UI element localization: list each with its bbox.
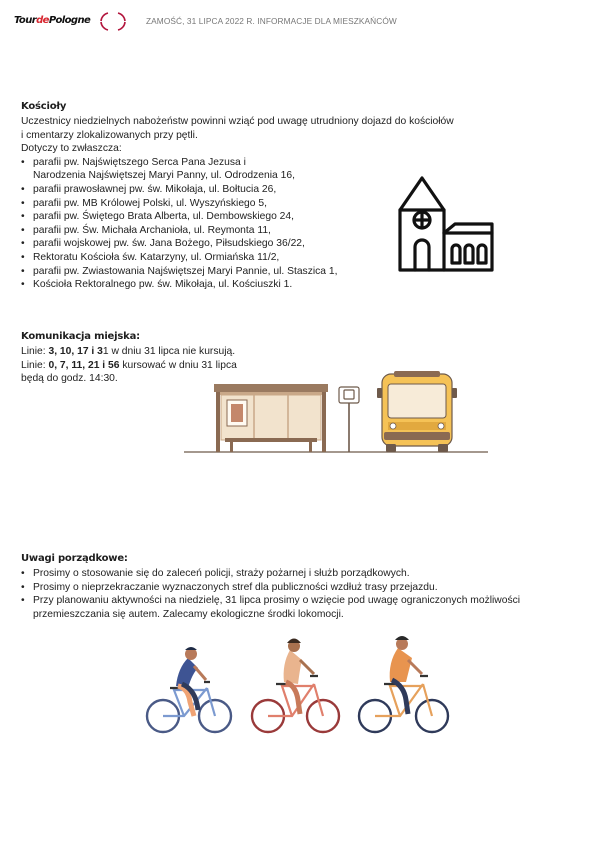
list-item: • Przy planowaniu aktywności na niedzielę, 31 lipca prosimy o wzięcie pod uwagę ograniczonych możliwości przemieszczania się autem. Zalecamy ekologiczne środki lokomocji. (21, 594, 576, 621)
list-item: • parafii pw. Najświętszego Serca Pana Jezusa i Narodzenia Najświętszej Maryi Panny, ul. Odrodzenia 16, (21, 156, 521, 183)
churches-title: Kościoły (21, 101, 67, 112)
list-item: • Prosimy o stosowanie się do zaleceń policji, straży pożarnej i służb porządkowych. (21, 567, 576, 581)
churches-subtitle: Dotyczy to zwłaszcza: (21, 143, 122, 155)
logo-pologne-text: Pologne (48, 15, 91, 26)
page-header (14, 10, 584, 32)
cyclists-illustration (140, 630, 460, 740)
cyclist-3 (359, 636, 448, 732)
transport-line2: Linie: 0, 7, 11, 21 i 56 kursować w dniu 31 lipca (21, 359, 237, 371)
churches-intro-line1: Uczestnicy niedzielnych nabożeństw powinni wziąć pod uwagę utrudniony dojazd do kościołów (21, 116, 454, 127)
transport-title: Komunikacja miejska: (21, 331, 140, 342)
cyclist-2 (252, 639, 339, 733)
list-item: • parafii pw. Świętego Brata Alberta, ul. Dembowskiego 24, (21, 210, 521, 224)
tour-de-pologne-logo (14, 14, 91, 28)
page-header-title: ZAMOŚĆ, 31 LIPCA 2022 R. INFORMACJE DLA MIESZKAŃCÓW (146, 16, 397, 26)
cyclist-1 (147, 647, 231, 732)
list-item: • Rektoratu Kościoła św. Katarzyny, ul. Ormiańska 11/2, (21, 251, 521, 265)
transport-line1: Linie: 3, 10, 17 i 31 w dniu 31 lipca nie kursują. (21, 346, 236, 357)
list-item: • parafii pw. MB Królowej Polski, ul. Wyszyńskiego 5, (21, 197, 521, 211)
transport-line3: będą do godz. 14:30. (21, 373, 118, 385)
order-list (21, 567, 576, 621)
churches-intro-line2: i cmentarzy zlokalizowanych przy pętli. (21, 129, 198, 141)
order-title: Uwagi porządkowe: (21, 553, 128, 564)
list-item: • Kościoła Rektoralnego pw. św. Mikołaja, ul. Kościuszki 1. (21, 278, 521, 292)
church-icon (395, 175, 495, 275)
logo-tour-text: Tour (14, 15, 37, 26)
list-item: • parafii pw. Zwiastowania Najświętszej Maryi Pannie, ul. Staszica 1, (21, 265, 521, 279)
zamosc-logo (97, 10, 129, 32)
bus-stop-illustration (180, 370, 490, 456)
list-item: • parafii wojskowej pw. św. Jana Bożego, Piłsudskiego 36/22, (21, 237, 521, 251)
list-item: • parafii pw. Św. Michała Archanioła, ul. Reymonta 11, (21, 224, 521, 238)
logo-de-text: de (36, 15, 49, 26)
order-text (21, 567, 576, 621)
list-item: • Prosimy o nieprzekraczanie wyznaczonych stref dla publiczności wzdłuż trasy przejazdu. (21, 581, 576, 595)
list-item: • parafii prawosławnej pw. św. Mikołaja, ul. Bołtucia 26, (21, 183, 521, 197)
